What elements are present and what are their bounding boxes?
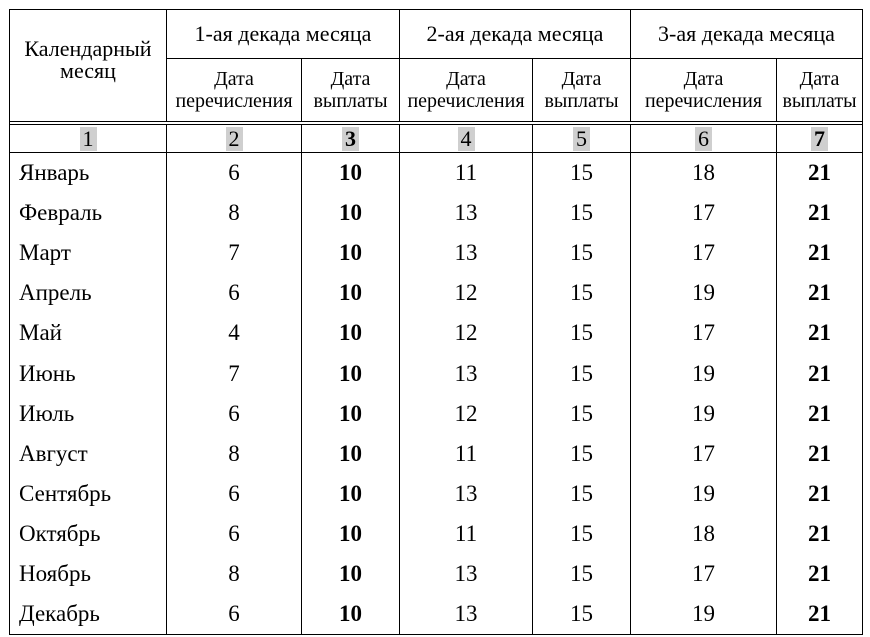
d2-payment-date: 15 xyxy=(533,153,631,193)
header-decade-2-title: 2-ая декада месяца xyxy=(426,21,604,46)
column-number-5 xyxy=(533,125,631,153)
d2-transfer-date: 11 xyxy=(400,153,533,193)
table-row xyxy=(10,394,863,434)
column-number-7 xyxy=(777,125,863,153)
d1-transfer-date: 6 xyxy=(167,153,302,193)
d1-payment-date: 10 xyxy=(302,233,400,273)
table-row xyxy=(10,273,863,313)
d3-transfer-date: 19 xyxy=(631,594,777,635)
header-decade-1-title: 1-ая декада месяца xyxy=(194,21,372,46)
header-decade-2 xyxy=(400,10,631,59)
d3-transfer-date: 17 xyxy=(631,193,777,233)
d1-payment-date: 10 xyxy=(302,394,400,434)
header-d1-transfer-date xyxy=(167,59,302,122)
month-name: Август xyxy=(10,434,167,474)
header-d2-transfer-date-label: Дата перечисления xyxy=(407,68,525,112)
d3-transfer-date: 17 xyxy=(631,434,777,474)
month-name: Январь xyxy=(10,153,167,193)
d2-transfer-date: 12 xyxy=(400,394,533,434)
month-name: Июнь xyxy=(10,353,167,393)
month-name: Ноябрь xyxy=(10,554,167,594)
month-name: Апрель xyxy=(10,273,167,313)
header-d1-payment-date-label: Дата выплаты xyxy=(313,68,388,112)
d2-payment-date: 15 xyxy=(533,554,631,594)
d1-payment-date: 10 xyxy=(302,554,400,594)
column-number-2-label: 2 xyxy=(226,127,243,151)
d1-transfer-date: 6 xyxy=(167,594,302,635)
month-name: Март xyxy=(10,233,167,273)
d1-transfer-date: 6 xyxy=(167,273,302,313)
schedule-rows xyxy=(10,153,863,635)
d2-transfer-date: 12 xyxy=(400,313,533,353)
d3-payment-date: 21 xyxy=(777,474,863,514)
d2-payment-date: 15 xyxy=(533,394,631,434)
d1-payment-date: 10 xyxy=(302,153,400,193)
month-name: Декабрь xyxy=(10,594,167,635)
table-row xyxy=(10,434,863,474)
d1-transfer-date: 4 xyxy=(167,313,302,353)
header-d2-payment-date xyxy=(533,59,631,122)
header-calendar-month-label: Календарный месяц xyxy=(24,36,152,83)
d3-transfer-date: 18 xyxy=(631,514,777,554)
d1-transfer-date: 6 xyxy=(167,514,302,554)
column-number-5-label: 5 xyxy=(573,127,590,151)
d2-payment-date: 15 xyxy=(533,233,631,273)
d1-payment-date: 10 xyxy=(302,514,400,554)
d2-payment-date: 15 xyxy=(533,313,631,353)
header-decade-3-title: 3-ая декада месяца xyxy=(658,21,835,46)
d3-transfer-date: 18 xyxy=(631,153,777,193)
d2-transfer-date: 11 xyxy=(400,514,533,554)
header-decade-3 xyxy=(631,10,863,59)
d1-transfer-date: 6 xyxy=(167,394,302,434)
header-d2-transfer-date xyxy=(400,59,533,122)
d2-transfer-date: 13 xyxy=(400,474,533,514)
table-row xyxy=(10,474,863,514)
payment-schedule-document xyxy=(9,9,862,635)
header-d3-payment-date-label: Дата выплаты xyxy=(782,68,857,112)
column-number-1-label: 1 xyxy=(80,127,97,151)
d3-payment-date: 21 xyxy=(777,233,863,273)
d2-transfer-date: 13 xyxy=(400,554,533,594)
d3-payment-date: 21 xyxy=(777,594,863,635)
month-name: Октябрь xyxy=(10,514,167,554)
d3-transfer-date: 19 xyxy=(631,394,777,434)
table-row xyxy=(10,233,863,273)
month-name: Май xyxy=(10,313,167,353)
d1-payment-date: 10 xyxy=(302,193,400,233)
month-name: Февраль xyxy=(10,193,167,233)
table-row xyxy=(10,193,863,233)
d3-payment-date: 21 xyxy=(777,153,863,193)
column-number-6 xyxy=(631,125,777,153)
table-row xyxy=(10,353,863,393)
month-name: Июль xyxy=(10,394,167,434)
column-number-3 xyxy=(302,125,400,153)
d1-payment-date: 10 xyxy=(302,474,400,514)
header-decade-1 xyxy=(167,10,400,59)
d3-transfer-date: 19 xyxy=(631,273,777,313)
d3-payment-date: 21 xyxy=(777,353,863,393)
d1-payment-date: 10 xyxy=(302,353,400,393)
d2-transfer-date: 13 xyxy=(400,353,533,393)
d2-payment-date: 15 xyxy=(533,514,631,554)
d1-payment-date: 10 xyxy=(302,313,400,353)
d3-transfer-date: 19 xyxy=(631,353,777,393)
column-number-7-label: 7 xyxy=(811,127,828,151)
d3-payment-date: 21 xyxy=(777,514,863,554)
table-row xyxy=(10,554,863,594)
column-number-row xyxy=(10,125,863,153)
column-number-2 xyxy=(167,125,302,153)
d1-transfer-date: 6 xyxy=(167,474,302,514)
d3-transfer-date: 19 xyxy=(631,474,777,514)
d2-transfer-date: 12 xyxy=(400,273,533,313)
d2-transfer-date: 13 xyxy=(400,193,533,233)
column-number-6-label: 6 xyxy=(695,127,712,151)
d1-transfer-date: 7 xyxy=(167,353,302,393)
header-d1-payment-date xyxy=(302,59,400,122)
d3-payment-date: 21 xyxy=(777,273,863,313)
header-d3-transfer-date xyxy=(631,59,777,122)
d3-transfer-date: 17 xyxy=(631,233,777,273)
table-row xyxy=(10,594,863,635)
d1-payment-date: 10 xyxy=(302,434,400,474)
column-number-1 xyxy=(10,125,167,153)
d1-transfer-date: 8 xyxy=(167,434,302,474)
d3-payment-date: 21 xyxy=(777,554,863,594)
d1-payment-date: 10 xyxy=(302,594,400,635)
d1-payment-date: 10 xyxy=(302,273,400,313)
header-d1-transfer-date-label: Дата перечисления xyxy=(175,68,293,112)
column-number-4-label: 4 xyxy=(458,127,475,151)
header-d2-payment-date-label: Дата выплаты xyxy=(544,68,619,112)
d2-payment-date: 15 xyxy=(533,273,631,313)
d2-payment-date: 15 xyxy=(533,353,631,393)
d3-transfer-date: 17 xyxy=(631,313,777,353)
d2-payment-date: 15 xyxy=(533,434,631,474)
month-name: Сентябрь xyxy=(10,474,167,514)
table-row xyxy=(10,514,863,554)
table-row xyxy=(10,153,863,193)
d1-transfer-date: 7 xyxy=(167,233,302,273)
d2-transfer-date: 13 xyxy=(400,233,533,273)
d3-payment-date: 21 xyxy=(777,193,863,233)
column-number-4 xyxy=(400,125,533,153)
table-row xyxy=(10,313,863,353)
d1-transfer-date: 8 xyxy=(167,193,302,233)
d2-payment-date: 15 xyxy=(533,594,631,635)
d3-transfer-date: 17 xyxy=(631,554,777,594)
d1-transfer-date: 8 xyxy=(167,554,302,594)
d3-payment-date: 21 xyxy=(777,394,863,434)
column-number-3-label: 3 xyxy=(342,127,359,151)
d3-payment-date: 21 xyxy=(777,434,863,474)
d2-payment-date: 15 xyxy=(533,474,631,514)
header-d3-transfer-date-label: Дата перечисления xyxy=(644,68,763,112)
header-calendar-month xyxy=(10,10,167,122)
header-d3-payment-date xyxy=(777,59,863,122)
schedule-body-table xyxy=(9,153,863,635)
d3-payment-date: 21 xyxy=(777,313,863,353)
d2-payment-date: 15 xyxy=(533,193,631,233)
d2-transfer-date: 11 xyxy=(400,434,533,474)
schedule-header-table xyxy=(9,9,863,153)
d2-transfer-date: 13 xyxy=(400,594,533,635)
